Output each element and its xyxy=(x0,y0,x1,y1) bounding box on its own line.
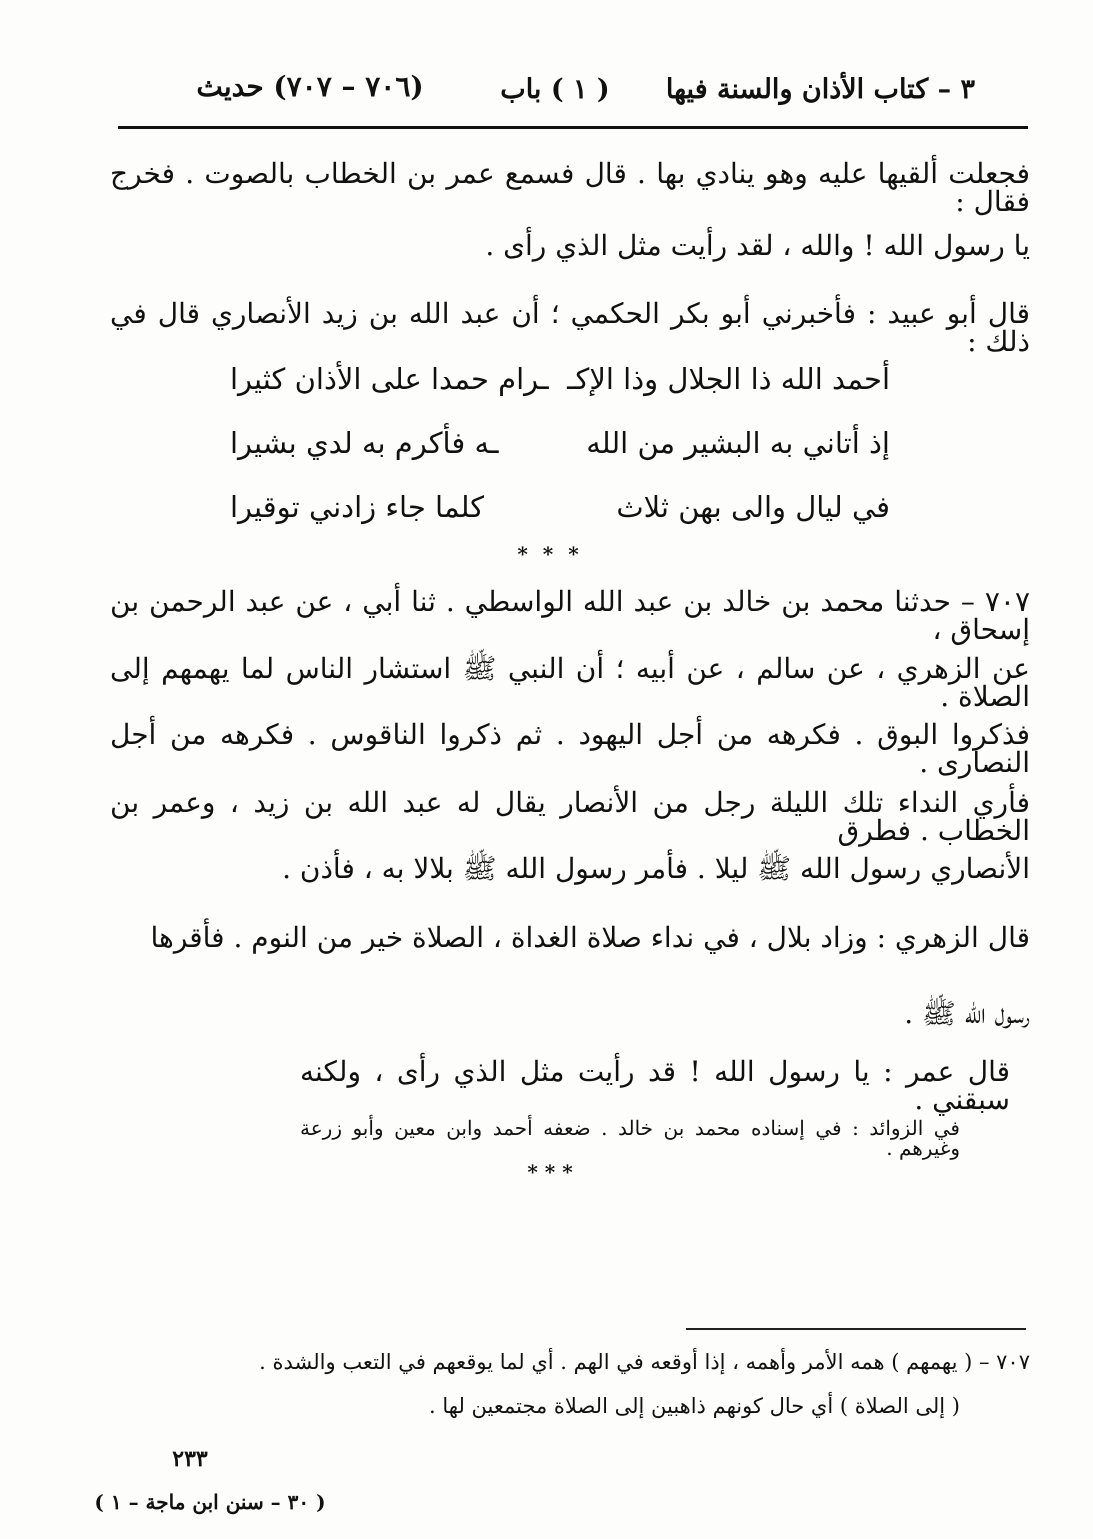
hadith-707-line-1: ٧٠٧ – حدثنا محمد بن خالد بن عبد الله الواسطي . ثنا أبي ، عن عبد الرحمن بن إسحاق ، xyxy=(110,585,1030,646)
poem-hemistich-first: إذ أتاني به البشير من الله xyxy=(586,426,890,460)
poem-hemistich-first: أحمد الله ذا الجلال وذا الإكـ xyxy=(567,362,890,396)
hadith-range: (٧٠٦ – ٧٠٧) حديث xyxy=(196,70,424,103)
poem-hemistich-second: ـرام حمدا على الأذان كثيرا xyxy=(230,362,549,396)
page-number: ٢٣٣ xyxy=(172,1446,208,1472)
zuhri-line-1: قال الزهري : وزاد بلال ، في نداء صلاة الغداة ، الصلاة خير من النوم . فأقرها xyxy=(150,921,1030,954)
bab-number: ( ١ ) باب xyxy=(500,74,610,105)
footnote-1: ٧٠٧ – ( يهمهم ) همه الأمر وأهمه ، إذا أوقعه في الهم . أي لما يوقعهم في التعب والشدة . xyxy=(259,1350,1030,1374)
hadith-707-line-2: عن الزهري ، عن سالم ، عن أبيه ؛ أن النبي ﷺ استشار الناس لما يهمهم إلى الصلاة . xyxy=(110,652,1030,713)
hadith-707-line-3: فذكروا البوق . فكرهه من أجل اليهود . ثم ذكروا الناقوس . فكرهه من أجل النصارى . xyxy=(110,718,1030,779)
poem-hemistich-second: كلما جاء زادني توقيرا xyxy=(230,490,485,524)
poem-verse-2 xyxy=(230,426,890,460)
zawaid-note: في الزوائد : في إسناده محمد بن خالد . ضعفه أحمد وابن معين وأبو زرعة وغيرهم . xyxy=(300,1116,960,1160)
section-separator: * * * xyxy=(517,542,583,566)
poem-hemistich-second: ـه فأكرم به لدي بشيرا xyxy=(230,426,499,460)
footnote-divider xyxy=(686,1328,1026,1330)
footnote-2: ( إلى الصلاة ) أي حال كونهم ذاهبين إلى الصلاة مجتمعين لها . xyxy=(429,1394,960,1418)
printer-signature: ( ٣٠ – سنن ابن ماجة – ١ ) xyxy=(94,1490,326,1514)
section-separator-2: * * * xyxy=(527,1160,573,1184)
chapter-title: ٣ – كتاب الأذان والسنة فيها xyxy=(665,74,975,105)
poem-verse-1 xyxy=(230,362,890,396)
hadith-707-line-4: فأري النداء تلك الليلة رجل من الأنصار يقال له عبد الله بن زيد ، وعمر بن الخطاب . فطرق xyxy=(110,786,1030,847)
poem-hemistich-first: في ليال والى بهن ثلاث xyxy=(616,490,890,524)
header-divider xyxy=(118,126,1028,129)
text-line-3: قال أبو عبيد : فأخبرني أبو بكر الحكمي ؛ أن عبد الله بن زيد الأنصاري قال في ذلك : xyxy=(110,297,1030,358)
hadith-707-line-5: الأنصاري رسول الله ﷺ ليلا . فأمر رسول الله ﷺ بلالا به ، فأذن . xyxy=(282,852,1030,885)
umar-line: قال عمر : يا رسول الله ! قد رأيت مثل الذي رأى ، ولكنه سبقني . xyxy=(300,1055,1010,1116)
text-line-2: يا رسول الله ! والله ، لقد رأيت مثل الذي رأى . xyxy=(485,229,1030,262)
zuhri-line-2: رسول الله ﷺ . xyxy=(904,997,1030,1030)
poem-verse-3 xyxy=(230,490,890,524)
text-line-1: فجعلت ألقيها عليه وهو ينادي بها . قال فسمع عمر بن الخطاب بالصوت . فخرج فقال : xyxy=(110,157,1030,218)
